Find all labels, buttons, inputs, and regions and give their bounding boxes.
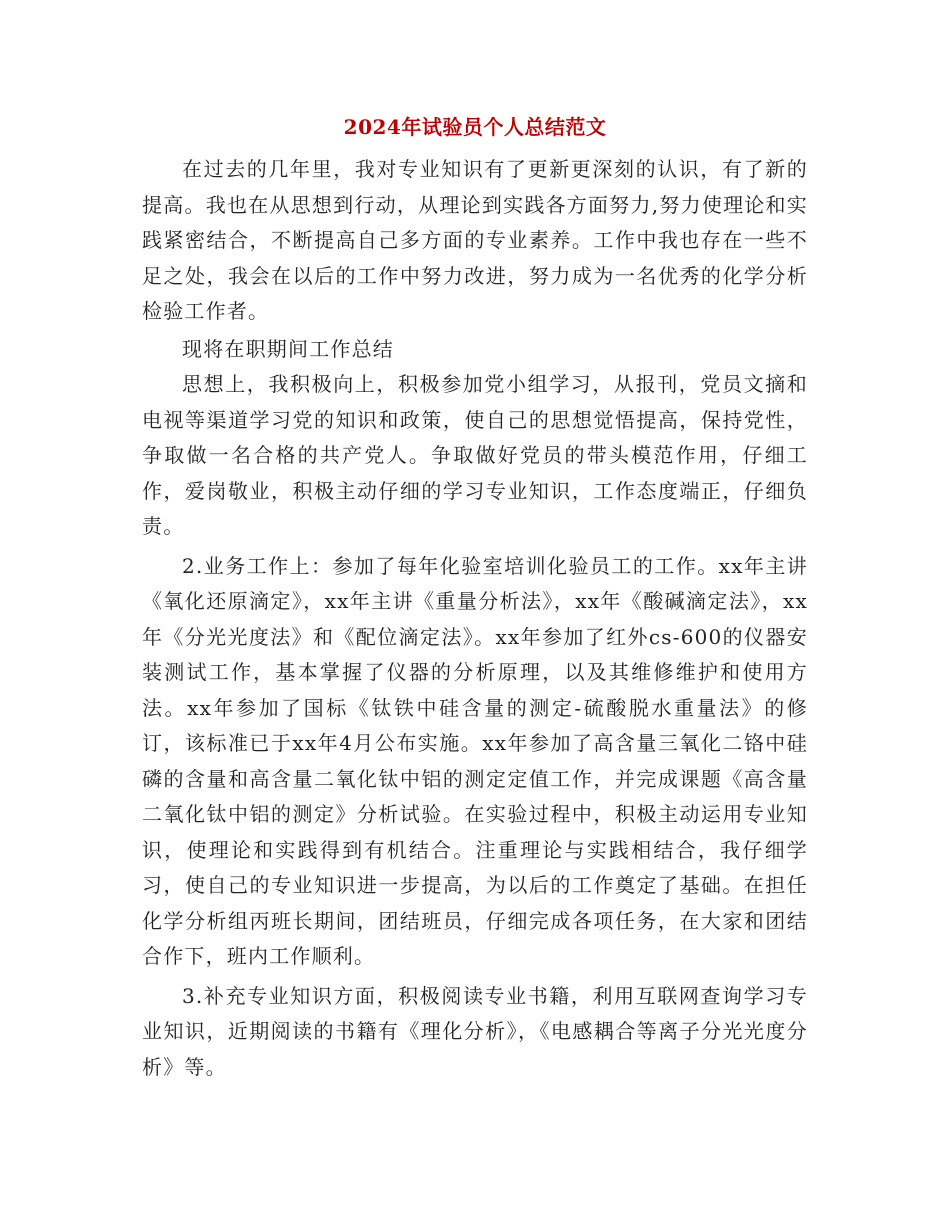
ideology-paragraph: 思想上，我积极向上，积极参加党小组学习，从报刊，党员文摘和电视等渠道学习党的知识和政策，使自己的思想觉悟提高，保持党性，争取做一名合格的共产党人。争取做好党员的带头模范作用，仔细工作，爱岗敬业，积极主动仔细的学习专业知识，工作态度端正，仔细负责。	[142, 372, 808, 538]
knowledge-supplement-paragraph: 3.补充专业知识方面，积极阅读专业书籍，利用互联网查询学习专业知识，近期阅读的书籍有《理化分析》，《电感耦合等离子分光光度分析》等。	[142, 983, 808, 1079]
business-work-paragraph: 2.业务工作上：参加了每年化验室培训化验员工的工作。xx年主讲《氧化还原滴定》，xx年主讲《重量分析法》，xx年《酸碱滴定法》，xx年《分光光度法》和《配位滴定法》。xx年参加了红外cs-600的仪器安装测试工作，基本掌握了仪器的分析原理，以及其维修维护和使用方法。xx年参加了国标《钛铁中硅含量的测定-硫酸脱水重量法》的修订，该标准已于xx年4月公布实施。xx年参加了高含量三氧化二铬中硅磷的含量和高含量二氧化钛中铝的测定定值工作，并完成课题《高含量二氧化钛中铝的测定》分析试验。在实验过程中，积极主动运用专业知识，使理论和实践得到有机结合。注重理论与实践相结合，我仔细学习，使自己的专业知识进一步提高，为以后的工作奠定了基础。在担任化学分析组丙班长期间，团结班员，仔细完成各项任务，在大家和团结合作下，班内工作顺利。	[142, 553, 808, 968]
document-title: 2024年试验员个人总结范文	[343, 115, 607, 139]
document-page	[142, 112, 808, 1087]
intro-paragraph: 在过去的几年里，我对专业知识有了更新更深刻的认识，有了新的提高。我也在从思想到行动，从理论到实践各方面努力,努力使理论和实践紧密结合，不断提高自己多方面的专业素养。工作中我也存在一些不足之处，我会在以后的工作中努力改进，努力成为一名优秀的化学分析检验工作者。	[142, 157, 808, 323]
summary-heading-paragraph: 现将在职期间工作总结	[182, 336, 394, 361]
